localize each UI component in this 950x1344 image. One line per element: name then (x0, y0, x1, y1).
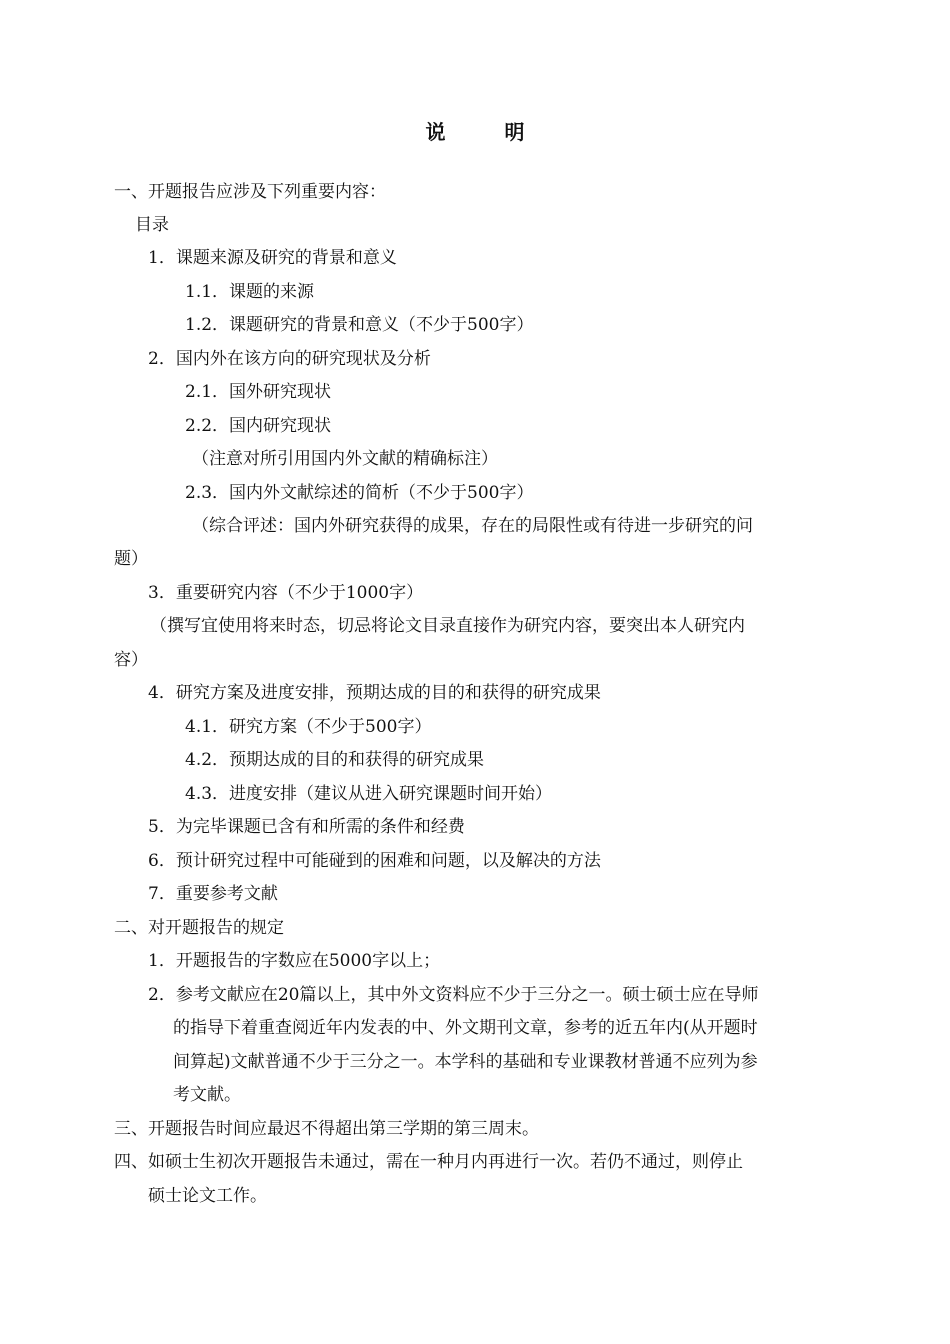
list-item: 4.1．研究方案（不少于500字） (185, 717, 432, 737)
note-text: 容） (114, 650, 148, 670)
list-item: 4．研究方案及进度安排，预期达成的目的和获得的研究成果 (148, 683, 601, 703)
section-2-heading: 二、对开题报告的规定 (114, 918, 284, 938)
note-text: （注意对所引用国内外文献的精确标注） (192, 449, 498, 469)
list-item: 2.2．国内研究现状 (185, 416, 332, 436)
note-text: （综合评述：国内外研究获得的成果，存在的局限性或有待进一步研究的问 (192, 516, 753, 536)
list-item: 4.2．预期达成的目的和获得的研究成果 (185, 750, 485, 770)
list-item: 1．课题来源及研究的背景和意义 (148, 248, 397, 268)
section-4-heading: 四、如硕士生初次开题报告未通过，需在一种月内再进行一次。若仍不通过，则停止 (114, 1152, 743, 1172)
note-text: 题） (114, 549, 148, 569)
section-3-heading: 三、开题报告时间应最迟不得超出第三学期的第三周末。 (114, 1119, 539, 1139)
page-title: 说 明 (425, 120, 551, 144)
list-item: 2．国内外在该方向的研究现状及分析 (148, 349, 431, 369)
list-item: 3．重要研究内容（不少于1000字） (148, 583, 424, 603)
list-item: 1．开题报告的字数应在5000字以上； (148, 951, 441, 971)
list-item: 2.1．国外研究现状 (185, 382, 332, 402)
list-item: 5．为完毕课题已含有和所需的条件和经费 (148, 817, 465, 837)
list-item: 2.3．国内外文献综述的简析（不少于500字） (185, 483, 534, 503)
list-item-continuation: 间算起)文献普通不少于三分之一。本学科的基础和专业课教材普通不应列为参 (173, 1052, 758, 1072)
list-item: 4.3．进度安排（建议从进入研究课题时间开始） (185, 784, 553, 804)
list-item: 1.1．课题的来源 (185, 282, 315, 302)
list-item: 2．参考文献应在20篇以上，其中外文资料应不少于三分之一。硕士硕士应在导师 (148, 985, 759, 1005)
list-item-continuation: 的指导下着重查阅近年内发表的中、外文期刊文章，参考的近五年内(从开题时 (173, 1018, 758, 1038)
list-item-continuation: 考文献。 (173, 1085, 241, 1105)
list-item: 1.2．课题研究的背景和意义（不少于500字） (185, 315, 534, 335)
section-1-heading: 一、开题报告应涉及下列重要内容： (114, 182, 386, 202)
note-text: （撰写宜使用将来时态，切忌将论文目录直接作为研究内容，要突出本人研究内 (150, 616, 745, 636)
toc-label: 目录 (135, 215, 169, 235)
section-4-continuation: 硕士论文工作。 (148, 1186, 267, 1206)
list-item: 7．重要参考文献 (148, 884, 278, 904)
list-item: 6．预计研究过程中可能碰到的困难和问题，以及解决的方法 (148, 851, 601, 871)
